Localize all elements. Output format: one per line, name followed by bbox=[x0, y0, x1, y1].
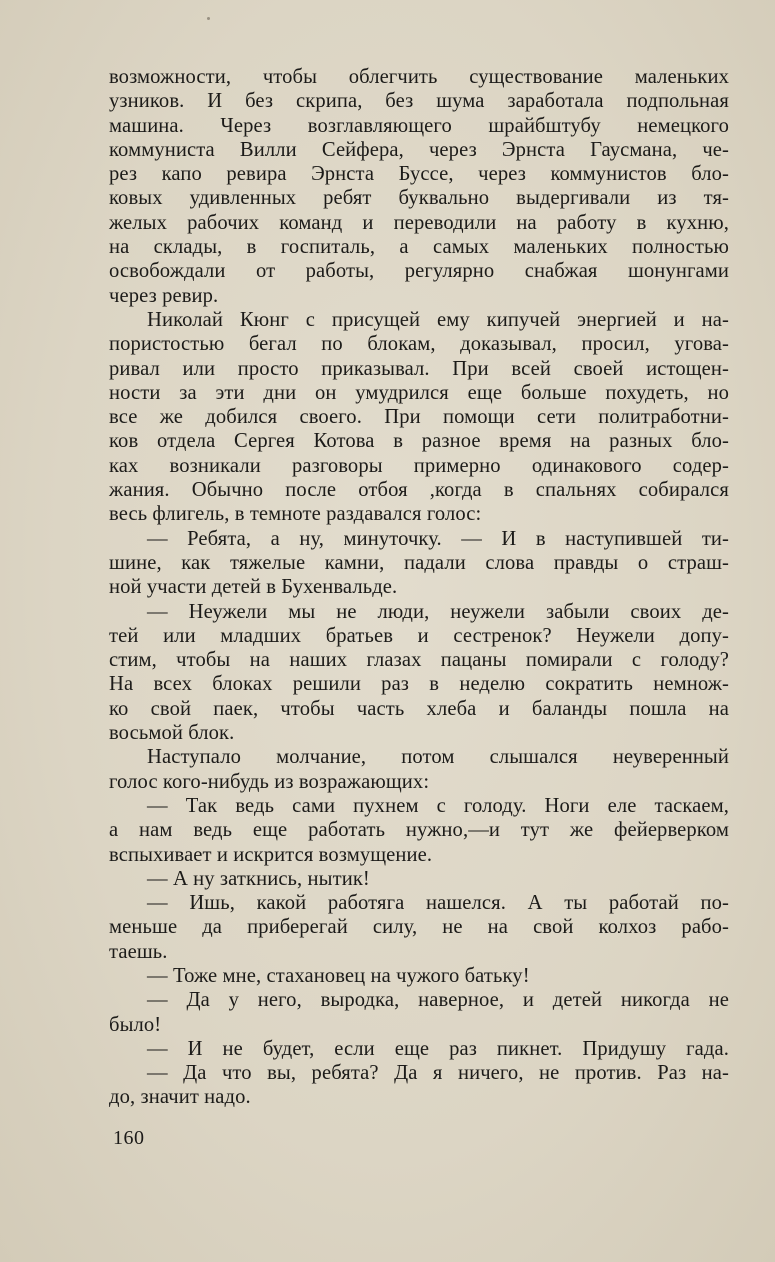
text-line: ривал или просто приказывал. При всей своей истощен- bbox=[109, 357, 729, 380]
text-line: ковых удивленных ребят буквально выдергивали из тя- bbox=[109, 187, 729, 210]
text-line: было! bbox=[109, 1013, 162, 1036]
text-line: шине, как тяжелые камни, падали слова правды о страш- bbox=[109, 551, 729, 574]
text-line: на склады, в госпиталь, а самых маленьких полностью bbox=[109, 236, 729, 259]
text-line: желых рабочих команд и переводили на работу в кухню, bbox=[109, 211, 729, 234]
text-line: восьмой блок. bbox=[109, 722, 235, 745]
text-line: узников. И без скрипа, без шума заработала подпольная bbox=[109, 90, 729, 113]
text-line: — А ну заткнись, нытик! bbox=[147, 867, 370, 890]
text-line: меньше да приберегай силу, не на свой колхоз рабо- bbox=[109, 916, 729, 939]
text-line: — Ишь, какой работяга нашелся. А ты работай по- bbox=[147, 892, 729, 915]
text-line: жания. Обычно после отбоя ,когда в спальнях собирался bbox=[109, 479, 729, 502]
text-line: ной участи детей в Бухенвальде. bbox=[109, 576, 398, 599]
text-line: таешь. bbox=[109, 940, 168, 963]
text-line: коммуниста Вилли Сейфера, через Эрнста Гаусмана, че- bbox=[109, 138, 729, 161]
text-line: ках возникали разговоры примерно одинакового содер- bbox=[109, 454, 729, 477]
text-line: все же добился своего. При помощи сети политработни- bbox=[109, 406, 729, 429]
text-line: — Да у него, выродка, наверное, и детей никогда не bbox=[147, 989, 729, 1012]
text-line: ности за эти дни он умудрился еще больше похудеть, но bbox=[109, 381, 729, 404]
text-line: ков отдела Сергея Котова в разное время на разных бло- bbox=[109, 430, 729, 453]
text-line: через ревир. bbox=[109, 284, 219, 307]
text-line: тей или младших братьев и сестренок? Неужели допу- bbox=[109, 624, 729, 647]
text-line: машина. Через возглавляющего шрайбштубу немецкого bbox=[109, 114, 729, 137]
text-line: — Ребята, а ну, минуточку. — И в наступившей ти- bbox=[147, 527, 729, 550]
text-line: освобождали от работы, регулярно снабжая шонунгами bbox=[109, 260, 729, 283]
text-line: — Неужели мы не люди, неужели забыли своих де- bbox=[147, 600, 729, 623]
text-line: возможности, чтобы облегчить существование маленьких bbox=[109, 66, 729, 88]
text-line: — Тоже мне, стахановец на чужого батьку! bbox=[147, 964, 530, 987]
text-line: рез капо ревира Эрнста Буссе, через коммунистов бло- bbox=[109, 163, 729, 186]
text-line: голос кого-нибудь из возражающих: bbox=[109, 770, 430, 793]
page-number: 160 bbox=[113, 1127, 145, 1149]
text-line: На всех блоках решили раз в неделю сократить немнож- bbox=[109, 673, 729, 696]
text-line: Наступало молчание, потом слышался неуверенный bbox=[147, 746, 729, 769]
text-line: вспыхивает и искрится возмущение. bbox=[109, 843, 433, 866]
text-line: — Да что вы, ребята? Да я ничего, не против. Раз на- bbox=[147, 1062, 729, 1085]
paper-speck bbox=[207, 17, 210, 20]
text-line: до, значит надо. bbox=[109, 1086, 251, 1109]
page-body-text bbox=[109, 65, 729, 1110]
text-line: пористостью бегал по блокам, доказывал, просил, угова- bbox=[109, 333, 729, 356]
text-line: Николай Кюнг с присущей ему кипучей энергией и на- bbox=[147, 308, 729, 331]
text-line: а нам ведь еще работать нужно,—и тут же фейерверком bbox=[109, 819, 729, 842]
text-line: — Так ведь сами пухнем с голоду. Ноги еле таскаем, bbox=[147, 794, 729, 817]
text-line: стим, чтобы на наших глазах пацаны помирали с голоду? bbox=[109, 649, 729, 672]
text-line: — И не будет, если еще раз пикнет. Придушу гада. bbox=[147, 1037, 729, 1060]
text-line: ко свой паек, чтобы часть хлеба и баланды пошла на bbox=[109, 697, 729, 720]
text-line: весь флигель, в темноте раздавался голос: bbox=[109, 503, 482, 526]
